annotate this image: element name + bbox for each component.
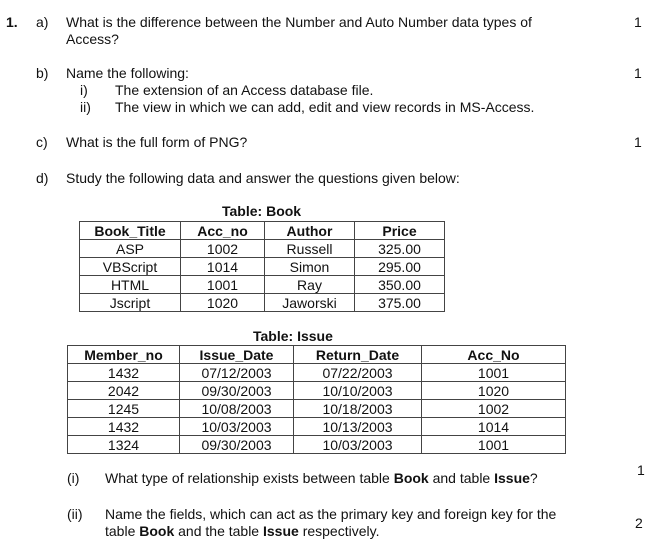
text-run-bold: Issue xyxy=(263,523,299,539)
table-cell: Jscript xyxy=(80,294,181,312)
table-cell: 10/08/2003 xyxy=(180,400,294,418)
table-cell: 1002 xyxy=(422,400,566,418)
sub-question-i-text xyxy=(105,470,538,487)
part-b-item-label: i) xyxy=(80,82,88,98)
sub-question-i-label: (i) xyxy=(67,470,80,486)
table-cell: 1001 xyxy=(422,436,566,454)
table-cell: 10/03/2003 xyxy=(180,418,294,436)
book-table-caption: Table: Book xyxy=(222,203,302,219)
table-cell: Jaworski xyxy=(265,294,355,312)
text-run: What type of relationship exists between table xyxy=(105,470,394,486)
book-table xyxy=(79,221,445,312)
part-b-item-text: The extension of an Access database file. xyxy=(115,82,374,98)
table-cell: 1002 xyxy=(181,240,265,258)
table-cell: Ray xyxy=(265,276,355,294)
table-cell: 1245 xyxy=(68,400,180,418)
text-run-bold: Book xyxy=(139,523,175,539)
table-header-row xyxy=(80,222,445,240)
part-c-text: What is the full form of PNG? xyxy=(66,134,248,150)
table-header: Author xyxy=(265,222,355,240)
issue-table-caption: Table: Issue xyxy=(253,328,333,344)
part-a-text-line1: What is the difference between the Number and Auto Number data types of xyxy=(66,14,532,30)
part-d-label: d) xyxy=(36,170,49,186)
question-number: 1. xyxy=(6,14,18,30)
table-row xyxy=(80,294,445,312)
table-header: Price xyxy=(355,222,445,240)
table-header: Acc_No xyxy=(422,346,566,364)
table-cell: 1432 xyxy=(68,418,180,436)
table-row xyxy=(68,418,566,436)
text-run: and table xyxy=(428,470,495,486)
table-cell: 375.00 xyxy=(355,294,445,312)
text-run: ? xyxy=(529,470,538,486)
text-run-bold: Book xyxy=(393,470,429,486)
table-cell: 1001 xyxy=(181,276,265,294)
table-cell: 10/10/2003 xyxy=(294,382,422,400)
table-cell: 10/03/2003 xyxy=(294,436,422,454)
part-a-label: a) xyxy=(36,14,49,30)
table-row xyxy=(68,400,566,418)
part-b-marks: 1 xyxy=(634,65,642,81)
table-cell: 07/22/2003 xyxy=(294,364,422,382)
text-run: table xyxy=(105,523,140,539)
table-cell: 325.00 xyxy=(355,240,445,258)
text-run-bold: Issue xyxy=(494,470,530,486)
issue-table xyxy=(67,345,566,454)
table-cell: VBScript xyxy=(80,258,181,276)
table-cell: 1432 xyxy=(68,364,180,382)
table-cell: 09/30/2003 xyxy=(180,436,294,454)
part-a-marks: 1 xyxy=(634,14,642,30)
table-row xyxy=(80,276,445,294)
part-b-intro: Name the following: xyxy=(66,65,189,81)
part-d-text: Study the following data and answer the questions given below: xyxy=(66,170,460,186)
table-row xyxy=(68,364,566,382)
sub-question-ii-line2 xyxy=(105,523,379,540)
part-a-text-line2: Access? xyxy=(66,31,119,47)
table-cell: Russell xyxy=(265,240,355,258)
part-b-item-text: The view in which we can add, edit and view records in MS-Access. xyxy=(115,99,535,115)
table-cell: 295.00 xyxy=(355,258,445,276)
table-row xyxy=(80,240,445,258)
table-cell: 1001 xyxy=(422,364,566,382)
table-cell: 1020 xyxy=(181,294,265,312)
table-header: Return_Date xyxy=(294,346,422,364)
table-row xyxy=(68,382,566,400)
table-cell: 350.00 xyxy=(355,276,445,294)
table-cell: 2042 xyxy=(68,382,180,400)
sub-question-ii-label: (ii) xyxy=(67,506,83,522)
text-run: and the table xyxy=(174,523,263,539)
table-cell: 07/12/2003 xyxy=(180,364,294,382)
part-b-label: b) xyxy=(36,65,49,81)
sub-question-i-marks: 1 xyxy=(637,462,645,478)
table-cell: 1014 xyxy=(422,418,566,436)
table-cell: Simon xyxy=(265,258,355,276)
table-cell: ASP xyxy=(80,240,181,258)
table-cell: 1324 xyxy=(68,436,180,454)
sub-question-ii-line1: Name the fields, which can act as the primary key and foreign key for the xyxy=(105,506,557,522)
table-header: Issue_Date xyxy=(180,346,294,364)
table-header: Acc_no xyxy=(181,222,265,240)
table-row xyxy=(68,436,566,454)
part-c-marks: 1 xyxy=(634,134,642,150)
part-c-label: c) xyxy=(36,134,48,150)
table-header: Book_Title xyxy=(80,222,181,240)
table-header: Member_no xyxy=(68,346,180,364)
table-cell: 10/13/2003 xyxy=(294,418,422,436)
text-run: respectively. xyxy=(298,523,380,539)
table-cell: HTML xyxy=(80,276,181,294)
table-cell: 10/18/2003 xyxy=(294,400,422,418)
table-cell: 09/30/2003 xyxy=(180,382,294,400)
table-cell: 1014 xyxy=(181,258,265,276)
part-b-item-label: ii) xyxy=(80,99,91,115)
table-header-row xyxy=(68,346,566,364)
table-cell: 1020 xyxy=(422,382,566,400)
sub-question-ii-marks: 2 xyxy=(635,515,643,531)
table-row xyxy=(80,258,445,276)
